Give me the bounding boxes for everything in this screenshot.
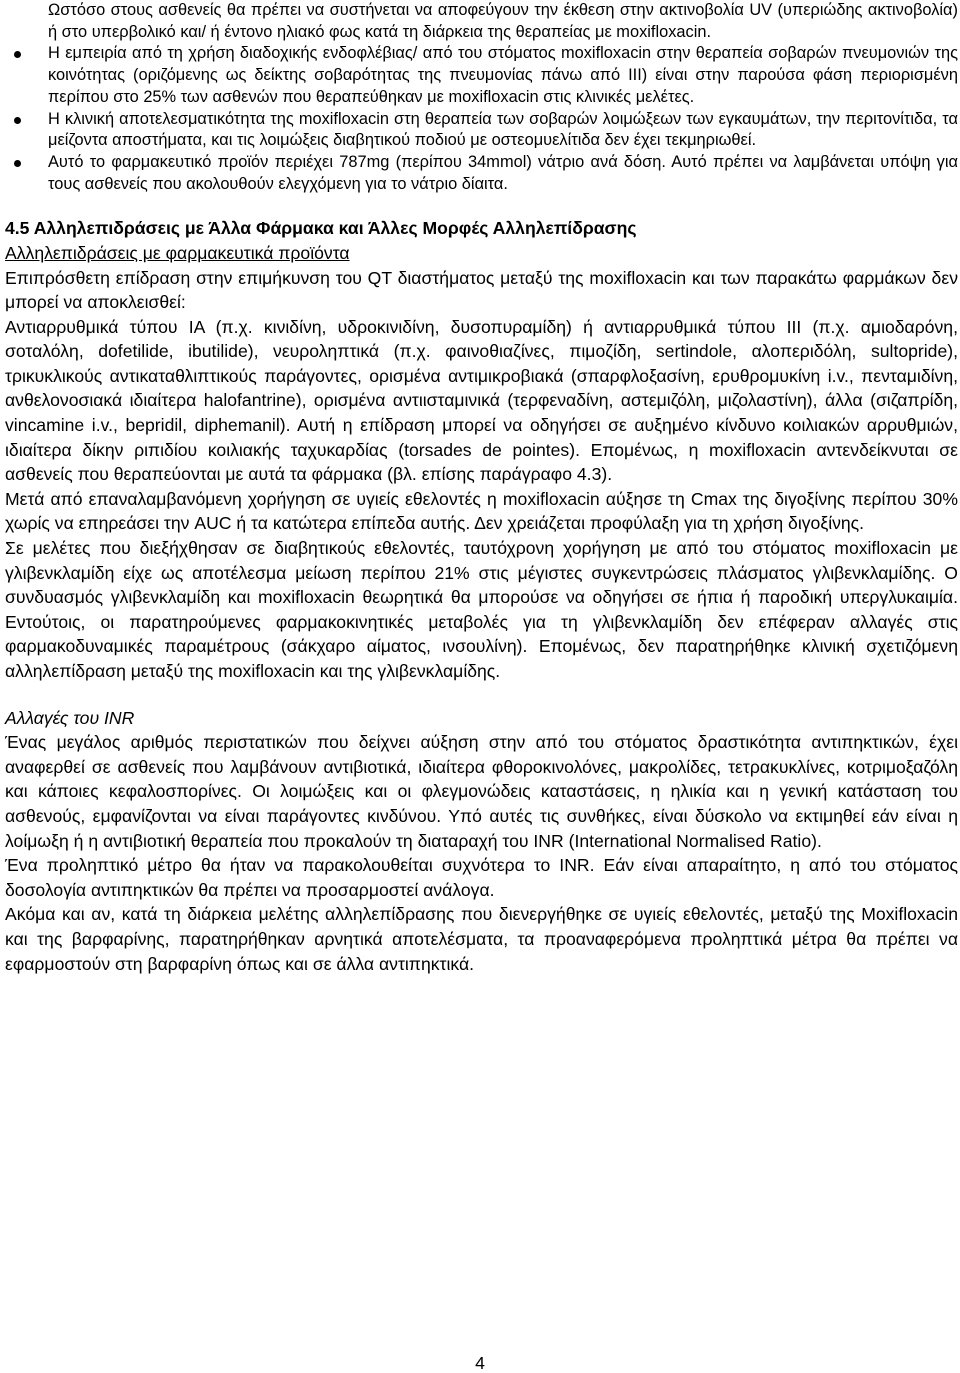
paragraph: Ακόμα και αν, κατά τη διάρκεια μελέτης αλληλεπίδρασης που διενεργήθηκε σε υγιείς εθελοντές, μεταξύ της Moxifloxacin και της βαρφαρίνης, παρατηρήθηκαν αρνητικά αποτελέσματα, τα προαναφερόμενα προληπτικά μέτρα θα πρέπει να εφαρμοστούν στη βαρφαρίνη όπως και σε άλλα αντιπηκτικά.	[5, 904, 958, 974]
bullet-text: Η εμπειρία από τη χρήση διαδοχικής ενδοφλέβιας/ από του στόματος moxifloxacin στην θεραπεία σοβαρών πνευμονιών της κοινότητας (οριζόμενης ως δείκτης σοβαρότητας της πνευμονίας πάνω από ΙΙΙ) είναι στην παρούσα φάση περιορισμένη περίπου στο 25% των ασθενών που θεραπεύθηκαν με moxifloxacin στις κλινικές μελέτες.	[48, 44, 958, 106]
paragraph: Αντιαρρυθμικά τύπου ΙΑ (π.χ. κινιδίνη, υδροκινιδίνη, δυσοπυραμίδη) ή αντιαρρυθμικά τύπου ΙΙΙ (π.χ. αμιοδαρόνη, σοταλόλη, dofetilide, ibutilide), νευροληπτικά (π.χ. φαινοθιαζίνες, πιμοζίδη, sertindole, αλοπεριδόλη, sultopride), τρικυκλικούς αντικαταθλιπτικούς παράγοντες, ορισμένα αντιμικροβιακά (σπαρφλοξασίνη, ερυθρομυκίνη i.v., πενταμιδίνη, ανθελονοσιακά ιδιαίτερα halofantrine), ορισμένα αντιισταμινικά (τερφεναδίνη, αστεμιζόλη, μιζολαστίνη), άλλα (σιζαπρίδη, vincamine i.v., bepridil, diphemanil). Αυτή η επίδραση μπορεί να οδηγήσει σε αυξημένο κίνδυνο κοιλιακών αρρυθμιών, ιδιαίτερα δίκην ριπιδίου κοιλιακής ταχυκαρδίας (torsades de pointes). Επομένως, η moxifloxacin αντενδείκνυται σε ασθενείς που θεραπεύονται με αυτά τα φάρμακα (βλ. επίσης παράγραφο 4.3).	[5, 316, 958, 485]
bullet-item	[5, 43, 958, 108]
paragraph: Ένας μεγάλος αριθμός περιστατικών που δείχνει αύξηση στην από του στόματος δραστικότητα αντιπηκτικών, έχει αναφερθεί σε ασθενείς που λαμβάνουν αντιβιοτικά, ιδιαίτερα φθοροκινολόνες, μακρολίδες, τετρακυκλίνες, κοτριμοξαζόλη και κάποιες κεφαλοσπορίνες. Οι λοιμώξεις και οι φλεγμονώδεις καταστάσεις, η ηλικία και η γενική κατάσταση του ασθενούς, εμφανίζονται να είναι παράγοντες κινδύνου. Υπό αυτές τις συνθήκες, είναι δύσκολο να εκτιμηθεί εάν είναι η λοίμωξη ή η αντιβιοτική θεραπεία που προκαλούν τη διαταραχή του INR (International Normalised Ratio).	[5, 732, 958, 851]
section-heading: 4.5 Αλληλεπιδράσεις με Άλλα Φάρμακα και Άλλες Μορφές Αλληλεπίδρασης	[5, 218, 637, 239]
intro-continuation: Ωστόσο στους ασθενείς θα πρέπει να συστήνεται να αποφεύγουν την έκθεση στην ακτινοβολία UV (υπεριώδης ακτινοβολία) ή στο υπερβολικό και/ ή έντονο ηλιακό φως κατά τη διάρκεια της θεραπείας με moxifloxacin.	[48, 1, 958, 41]
bullet-dot-icon	[14, 117, 21, 124]
paragraph: Ένα προληπτικό μέτρο θα ήταν να παρακολουθείται συχνότερα το INR. Εάν είναι απαραίτητο, η από του στόματος δοσολογία αντιπηκτικών θα πρέπει να προσαρμοστεί ανάλογα.	[5, 855, 958, 900]
bullet-dot-icon	[14, 160, 21, 167]
spacer	[5, 684, 958, 706]
bullet-item	[5, 152, 958, 195]
paragraph: Σε μελέτες που διεξήχθησαν σε διαβητικούς εθελοντές, ταυτόχρονη χορήγηση με από του στόματος moxifloxacin με γλιβενκλαμίδη είχε ως αποτέλεσμα μείωση περίπου 21% στις μέγιστες συγκεντρώσεις πλάσματος γλιβενκλαμίδης. Ο συνδυασμός γλιβενκλαμίδη και moxifloxacin θεωρητικά θα μπορούσε να οδηγήσει σε ήπια ή παροδική υπεργλυκαιμία. Εντούτοις, οι παρατηρούμενες φαρμακοκινητικές μεταβολές για τη γλιβενκλαμίδη δεν επέφεραν αλλαγές στις φαρμακοδυναμικές παραμέτρους (σάκχαρο αίματος, ινσουλίνη). Επομένως, δεν παρατηρήθηκε κλινική σχετιζόμενη αλληλεπίδραση μεταξύ της moxifloxacin και της γλιβενκλαμίδης.	[5, 538, 958, 682]
bullet-text: Αυτό το φαρμακευτικό προϊόν περιέχει 787mg (περίπου 34mmol) νάτριο ανά δόση. Αυτό πρέπει να λαμβάνεται υπόψη για τους ασθενείς που ακολουθούν ελεγχόμενη για το νάτριο δίαιτα.	[48, 152, 958, 193]
page-number: 4	[475, 1353, 485, 1373]
section-subheading: Αλληλεπιδράσεις με φαρμακευτικά προϊόντα	[5, 242, 350, 263]
inr-section	[5, 706, 958, 977]
bullet-dot-icon	[14, 51, 21, 58]
bullet-text: Η κλινική αποτελεσματικότητα της moxifloxacin στη θεραπεία των σοβαρών λοιμώξεων των εγκαυμάτων, την περιτονίτιδα, τα μείζοντα αποστήματα, και τις λοιμώξεις διαβητικού ποδιού με οστεομυελίτιδα δεν έχει τεκμηριωθεί.	[48, 109, 958, 150]
bullet-list	[5, 43, 958, 195]
interactions-section	[5, 216, 958, 683]
paragraph: Επιπρόσθετη επίδραση στην επιμήκυνση του QT διαστήματος μεταξύ της moxifloxacin και των παρακάτω φαρμάκων δεν μπορεί να αποκλεισθεί:	[5, 267, 958, 313]
inr-subheading: Αλλαγές του INR	[5, 707, 135, 728]
paragraph: Μετά από επαναλαμβανόμενη χορήγηση σε υγιείς εθελοντές η moxifloxacin αύξησε τη Cmax της διγοξίνης περίπου 30% χωρίς να επηρεάσει την AUC ή τα κατώτερα επίπεδα αυτής. Δεν χρειάζεται προφύλαξη για τη χρήση διγοξίνης.	[5, 488, 958, 534]
bullet-item	[5, 109, 958, 152]
